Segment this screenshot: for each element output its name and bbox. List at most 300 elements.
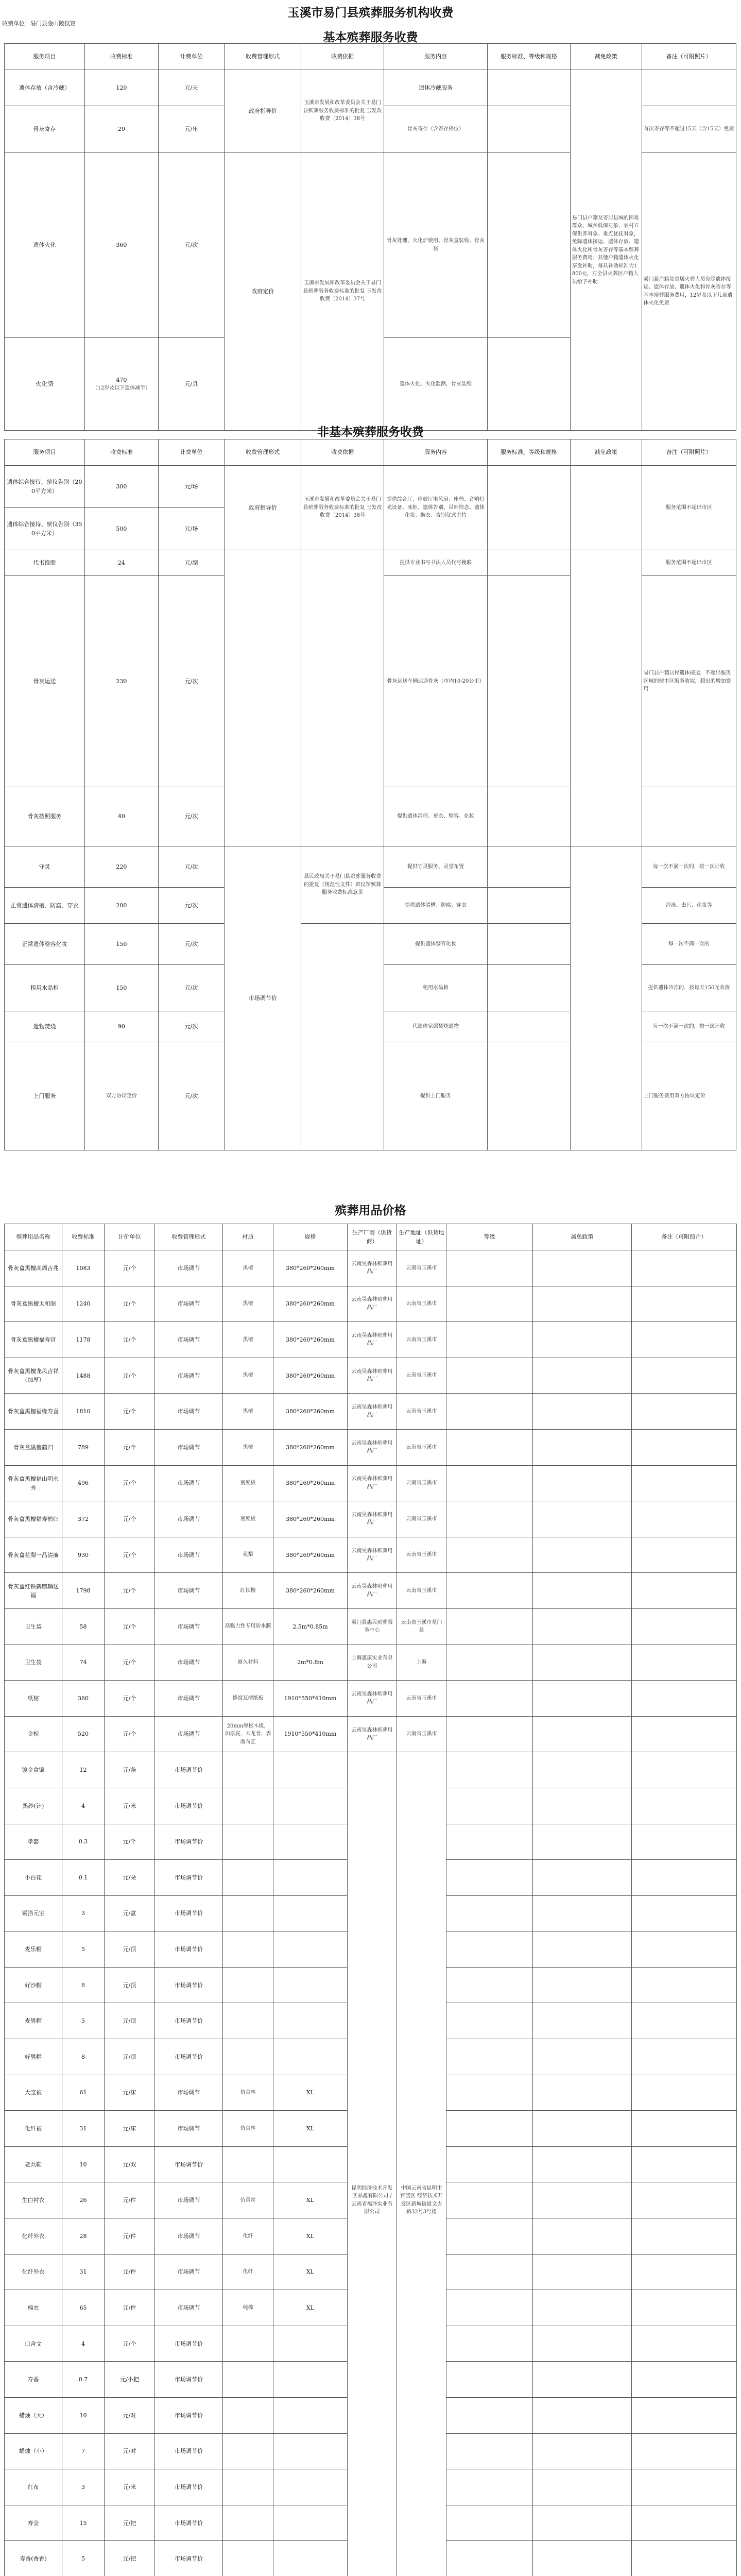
goods-unit: 元/对 (105, 2433, 155, 2469)
goods-remark (632, 2039, 737, 2075)
goods-mgmt: 市场调节价 (155, 1824, 223, 1860)
table-header-row (5, 1224, 737, 1250)
fee-basis: 玉溪市发展和改革委员会关于易门县殡葬服务收费标准的批复 玉发改收费〔2014〕37号 (301, 152, 384, 431)
goods-address: 云南省玉溪市 (397, 1716, 446, 1752)
goods-price: 1240 (62, 1286, 105, 1322)
goods-name: 麦男帽 (5, 2003, 62, 2039)
goods-mgmt: 市场调节 (155, 1608, 223, 1645)
goods-name: 化纤被 (5, 2111, 62, 2147)
goods-material (223, 1788, 273, 1824)
goods-name: 骨灰盒黑檀龙凤吉祥（加厚） (5, 1358, 62, 1394)
service-name: 骨灰按照服务 (5, 787, 85, 846)
service-unit: 元/次 (158, 152, 225, 338)
table-row (5, 70, 736, 106)
goods-material: 黑檀 (223, 1250, 273, 1286)
service-content: 提供遗体清理、更衣、整容、化妆 (384, 787, 488, 846)
goods-relief (533, 1681, 632, 1717)
column-header: 服务标准、等级和规格 (487, 439, 570, 466)
goods-mgmt: 市场调节价 (155, 2469, 223, 2505)
goods-maker: 云南昊森林殡葬用品厂 (348, 1573, 397, 1609)
service-content: 提供遗体清槽、防腐、穿衣 (384, 888, 488, 924)
service-price: 20 (85, 106, 158, 152)
goods-mgmt: 市场调节价 (155, 1895, 223, 1931)
service-content: 提供专业书写书法人员代写挽联 (384, 550, 488, 576)
goods-grade (446, 2218, 533, 2255)
goods-mgmt: 市场调节 (155, 1716, 223, 1752)
goods-material: 化纤 (223, 2218, 273, 2255)
goods-remark (632, 1716, 737, 1752)
goods-relief (533, 1788, 632, 1824)
goods-spec: XL (273, 2182, 348, 2218)
basic-fee-table (4, 43, 736, 431)
goods-material (223, 2146, 273, 2182)
goods-relief (533, 1824, 632, 1860)
table-row (5, 1645, 737, 1681)
table-row (5, 1681, 737, 1717)
goods-mgmt: 市场调节 (155, 2075, 223, 2111)
goods-maker-merged: 昆明经济技术开发区品鑫有限公司 / 云南省福泽实业有限公司 (348, 1752, 397, 2576)
goods-remark (632, 1895, 737, 1931)
goods-price: 28 (62, 2218, 105, 2255)
service-name: 租用水晶棺 (5, 965, 85, 1011)
goods-mgmt: 市场调节价 (155, 1931, 223, 1968)
goods-name: 骨灰盒红铁鹤麒麟送福 (5, 1573, 62, 1609)
goods-price: 58 (62, 1608, 105, 1645)
goods-material (223, 2433, 273, 2469)
goods-material: 化纤 (223, 2254, 273, 2290)
charging-unit: 收费单位：易门县金山陵仪馆 (2, 20, 76, 27)
goods-price: 15 (62, 2505, 105, 2541)
goods-maker: 云南昊森林殡葬用品厂 (348, 1501, 397, 1537)
goods-material: 黑檀 (223, 1394, 273, 1430)
goods-price: 3 (62, 1895, 105, 1931)
remark: 服务范围不超出市区 (642, 466, 736, 550)
goods-address: 云南省玉溪市 (397, 1501, 446, 1537)
goods-maker: 云南昊森林殡葬用品厂 (348, 1250, 397, 1286)
column-header: 规格 (273, 1224, 348, 1250)
service-name: 守灵 (5, 846, 85, 888)
goods-relief (533, 1429, 632, 1465)
goods-unit: 元/朵 (105, 1860, 155, 1896)
service-price: 150 (85, 965, 158, 1011)
mgmt-form: 政府定价 (225, 152, 301, 431)
goods-price: 0.3 (62, 1824, 105, 1860)
goods-maker: 云南昊森林殡葬用品厂 (348, 1394, 397, 1430)
goods-name: 纸棺 (5, 1681, 62, 1717)
goods-relief (533, 2111, 632, 2147)
column-header: 服务项目 (5, 439, 85, 466)
goods-mgmt: 市场调节 (155, 1286, 223, 1322)
goods-spec (273, 2505, 348, 2541)
column-header: 减免政策 (570, 439, 642, 466)
goods-unit: 元/个 (105, 1286, 155, 1322)
goods-grade (446, 2290, 533, 2326)
goods-remark (632, 1501, 737, 1537)
service-name: 代书挽联 (5, 550, 85, 576)
goods-grade (446, 1824, 533, 1860)
goods-material: 耐久材料 (223, 1645, 273, 1681)
goods-unit: 元/顶 (105, 2003, 155, 2039)
goods-material: 仿真丝 (223, 2075, 273, 2111)
remark: 易门县户籍居民遗体接运，不超出服务区域的按市区服务收取，超出的增加费用 (642, 576, 736, 787)
goods-material: 密度板 (223, 1501, 273, 1537)
table-header-row (5, 44, 736, 70)
goods-maker: 云南昊森林殡葬用品厂 (348, 1429, 397, 1465)
goods-name: 蜡烛（大） (5, 2398, 62, 2434)
service-name: 骨灰寄存 (5, 106, 85, 152)
goods-relief (533, 1394, 632, 1430)
service-content: 骨灰处理、火化炉使用、骨灰盒装殓、骨灰袋 (384, 152, 488, 338)
goods-price: 4 (62, 1788, 105, 1824)
goods-grade (446, 1645, 533, 1681)
goods-grade (446, 2398, 533, 2434)
goods-material (223, 1931, 273, 1968)
goods-relief (533, 1537, 632, 1573)
goods-name: 骨灰盒黑檀鹤归 (5, 1429, 62, 1465)
goods-maker: 云南昊森林殡葬用品厂 (348, 1286, 397, 1322)
goods-grade (446, 1250, 533, 1286)
goods-material (223, 2039, 273, 2075)
remark: 易门县户籍及寄居火葬人员免除遗体接运、遗体存放、遗体火化和骨灰寄存等基本殡葬服务费用，12岁及以下儿童遗体火化免费 (642, 152, 736, 431)
remark: 上门服务费用双方协议定价 (642, 1042, 736, 1150)
goods-unit: 元/个 (105, 1537, 155, 1573)
goods-mgmt: 市场调节 (155, 2182, 223, 2218)
column-header: 备注（可附照片） (642, 439, 736, 466)
goods-spec (273, 2469, 348, 2505)
service-price: 230 (85, 576, 158, 787)
goods-relief (533, 1608, 632, 1645)
goods-name: 锡箔元宝 (5, 1895, 62, 1931)
goods-price: 0.7 (62, 2362, 105, 2398)
goods-grade (446, 1895, 533, 1931)
goods-relief (533, 2541, 632, 2576)
goods-material: 高强力性专用防水膜 (223, 1608, 273, 1645)
goods-price: 61 (62, 2075, 105, 2111)
goods-price: 5 (62, 1931, 105, 1968)
goods-mgmt: 市场调节 (155, 2290, 223, 2326)
service-unit: 元/次 (158, 1011, 225, 1042)
remark: 提供遗体冷冻的，按每天150元收费 (642, 965, 736, 1011)
service-price: 120 (85, 70, 158, 106)
goods-address: 云南省玉溪市 (397, 1394, 446, 1430)
column-header: 备注（可附照片） (632, 1224, 737, 1250)
goods-spec: 380*260*260mm (273, 1429, 348, 1465)
goods-unit: 元/把 (105, 2505, 155, 2541)
goods-grade (446, 1322, 533, 1358)
goods-mgmt: 市场调节价 (155, 1752, 223, 1788)
goods-table-body (5, 1250, 737, 2576)
goods-spec (273, 2398, 348, 2434)
goods-grade (446, 1286, 533, 1322)
goods-grade (446, 2111, 533, 2147)
goods-price: 31 (62, 2111, 105, 2147)
goods-relief (533, 1286, 632, 1322)
column-header: 收费标准 (85, 439, 158, 466)
goods-remark (632, 2218, 737, 2255)
goods-material (223, 2505, 273, 2541)
goods-remark (632, 1465, 737, 1501)
goods-remark (632, 2290, 737, 2326)
goods-name: 黑纱(针) (5, 1788, 62, 1824)
goods-spec (273, 1967, 348, 2003)
goods-relief (533, 1322, 632, 1358)
goods-name: 老兵鞋 (5, 2146, 62, 2182)
goods-name: 寿金 (5, 2505, 62, 2541)
goods-relief (533, 1967, 632, 2003)
goods-mgmt: 市场调节 (155, 1573, 223, 1609)
goods-maker: 上海惠康实业有限公司 (348, 1645, 397, 1681)
service-content: 遗体火化、火化监测，骨灰装殓 (384, 338, 488, 431)
goods-unit: 元/个 (105, 1250, 155, 1286)
goods-address-merged: 中国云南省昆明市官渡区 经济技术开发区新城街道文吉路32号3号楼 (397, 1752, 446, 2576)
page-title: 玉溪市易门县殡葬服务机构收费 (287, 6, 454, 20)
goods-relief (533, 2254, 632, 2290)
goods-price: 10 (62, 2146, 105, 2182)
goods-unit: 元/床 (105, 2111, 155, 2147)
goods-remark (632, 1250, 737, 1286)
table-header-row (5, 439, 736, 466)
goods-remark (632, 2111, 737, 2147)
goods-spec (273, 2039, 348, 2075)
goods-relief (533, 1250, 632, 1286)
goods-remark (632, 1608, 737, 1645)
goods-name: 好男帽 (5, 2039, 62, 2075)
goods-spec: 380*260*260mm (273, 1573, 348, 1609)
goods-name: 化纤外衣 (5, 2254, 62, 2290)
column-header: 计费单位 (158, 439, 225, 466)
goods-price: 4 (62, 2326, 105, 2362)
goods-remark (632, 1752, 737, 1788)
goods-unit: 元/对 (105, 2398, 155, 2434)
goods-spec: XL (273, 2218, 348, 2255)
goods-name: 骨灰盒黑檀福寿宫 (5, 1322, 62, 1358)
goods-name: 寿香 (5, 2362, 62, 2398)
goods-relief (533, 1895, 632, 1931)
section-title-goods: 殡葬用品价格 (335, 1204, 406, 1217)
column-header: 收费依据 (301, 439, 384, 466)
goods-name: 蜡烛（小） (5, 2433, 62, 2469)
fee-basis: 玉溪市发展和改革委员会关于易门县殡葬服务收费标准的批复 玉发改收费〔2014〕38号 (301, 70, 384, 152)
goods-mgmt: 市场调节价 (155, 2146, 223, 2182)
goods-price: 74 (62, 1645, 105, 1681)
goods-grade (446, 2326, 533, 2362)
goods-price: 789 (62, 1429, 105, 1465)
goods-name: 寿香(香香) (5, 2541, 62, 2576)
goods-name: 骨灰盒黑檀高周吉兆 (5, 1250, 62, 1286)
goods-grade (446, 2182, 533, 2218)
goods-price-table (4, 1224, 737, 2576)
service-name: 上门服务 (5, 1042, 85, 1150)
goods-mgmt: 市场调节 (155, 1322, 223, 1358)
service-unit: 元/年 (158, 106, 225, 152)
goods-remark (632, 1860, 737, 1896)
goods-unit: 元/个 (105, 1608, 155, 1645)
service-content: 提供遗体整容化妆 (384, 924, 488, 965)
goods-price: 1178 (62, 1322, 105, 1358)
goods-mgmt: 市场调节价 (155, 2505, 223, 2541)
goods-material: 花梨 (223, 1537, 273, 1573)
goods-mgmt: 市场调节 (155, 2111, 223, 2147)
goods-price: 65 (62, 2290, 105, 2326)
goods-price: 8 (62, 2039, 105, 2075)
goods-spec (273, 2326, 348, 2362)
goods-spec (273, 2541, 348, 2576)
goods-material (223, 2469, 273, 2505)
goods-address: 云南省玉溪市 (397, 1322, 446, 1358)
goods-relief (533, 2290, 632, 2326)
fee-basis: 玉溪市发展和改革委员会关于易门县殡葬服务收费标准的批复 玉发改收费〔2014〕38号 (301, 466, 384, 550)
goods-name: 卫生袋 (5, 1608, 62, 1645)
column-header: 收费标准 (85, 44, 158, 70)
goods-unit: 元/个 (105, 1394, 155, 1430)
goods-material: 20mm厚松木板，加厚底，木龙骨，表面布艺 (223, 1716, 273, 1752)
goods-spec: 380*260*260mm (273, 1250, 348, 1286)
goods-spec: 2m*0.8m (273, 1645, 348, 1681)
goods-price: 0.1 (62, 1860, 105, 1896)
goods-mgmt: 市场调节价 (155, 2433, 223, 2469)
goods-price: 1798 (62, 1573, 105, 1609)
service-unit: 元/次 (158, 787, 225, 846)
service-unit: 元/副 (158, 550, 225, 576)
goods-material: 纯棉 (223, 2290, 273, 2326)
service-name: 火化费 (5, 338, 85, 431)
goods-name: 骨灰盒黑檀福缘寿喜 (5, 1394, 62, 1430)
goods-grade (446, 1501, 533, 1537)
service-content: 遗体冷藏服务 (384, 70, 488, 106)
goods-relief (533, 1573, 632, 1609)
remark: 每一次不满一次的，按一次计收 (642, 846, 736, 888)
goods-remark (632, 1681, 737, 1717)
goods-grade (446, 2075, 533, 2111)
column-header: 计价单位 (105, 1224, 155, 1250)
table-row (5, 466, 736, 508)
goods-material: 红铁檀 (223, 1573, 273, 1609)
service-price: 200 (85, 888, 158, 924)
goods-maker: 云南昊森林殡葬用品厂 (348, 1681, 397, 1717)
goods-remark (632, 2182, 737, 2218)
remark: 每一次不满一次的 (642, 924, 736, 965)
remark: 冷冻、去污、化妆等 (642, 888, 736, 924)
service-unit: 元/天 (158, 70, 225, 106)
goods-price: 12 (62, 1752, 105, 1788)
goods-price: 26 (62, 2182, 105, 2218)
goods-relief (533, 1465, 632, 1501)
goods-relief (533, 2326, 632, 2362)
goods-unit: 元/条 (105, 1752, 155, 1788)
goods-maker: 云南昊森林殡葬用品厂 (348, 1465, 397, 1501)
goods-relief (533, 1358, 632, 1394)
service-name: 骨灰运送 (5, 576, 85, 787)
goods-mgmt: 市场调节价 (155, 2003, 223, 2039)
goods-material: 黑檀 (223, 1322, 273, 1358)
goods-material: 黑檀 (223, 1286, 273, 1322)
service-unit: 元/次 (158, 846, 225, 888)
goods-remark (632, 1358, 737, 1394)
service-content: 代遗体家属焚烧遗物 (384, 1011, 488, 1042)
goods-unit: 元/个 (105, 1716, 155, 1752)
goods-mgmt: 市场调节 (155, 1250, 223, 1286)
goods-price: 930 (62, 1537, 105, 1573)
goods-mgmt: 市场调节价 (155, 2039, 223, 2075)
service-name: 遗体综合接待、殡仪告别（200平方米） (5, 466, 85, 508)
goods-name: 卫生袋 (5, 1645, 62, 1681)
service-price: 470 （12岁及以下遗体减半） (85, 338, 158, 431)
goods-grade (446, 2254, 533, 2290)
goods-remark (632, 1573, 737, 1609)
service-unit: 元/具 (158, 338, 225, 431)
goods-remark (632, 1429, 737, 1465)
goods-relief (533, 2003, 632, 2039)
goods-material (223, 1824, 273, 1860)
goods-grade (446, 2039, 533, 2075)
goods-remark (632, 2254, 737, 2290)
goods-grade (446, 2003, 533, 2039)
goods-spec: XL (273, 2254, 348, 2290)
goods-address: 云南省玉溪市 (397, 1537, 446, 1573)
service-price: 360 (85, 152, 158, 338)
goods-remark (632, 2075, 737, 2111)
goods-unit: 元/个 (105, 1501, 155, 1537)
goods-grade (446, 1537, 533, 1573)
service-name: 遗体综合接待、殡仪告别（350平方米） (5, 508, 85, 550)
goods-address: 云南省玉溪市 (397, 1429, 446, 1465)
table-row (5, 550, 736, 576)
goods-name: 镀金盒锦 (5, 1752, 62, 1788)
goods-mgmt: 市场调节 (155, 1429, 223, 1465)
goods-unit: 元/个 (105, 1358, 155, 1394)
mgmt-form: 市场调节价 (225, 846, 301, 1150)
goods-mgmt: 市场调节价 (155, 2398, 223, 2434)
service-unit: 元/场 (158, 466, 225, 508)
table-row (5, 1716, 737, 1752)
goods-relief (533, 1501, 632, 1537)
goods-spec: 380*260*260mm (273, 1322, 348, 1358)
service-unit: 元/次 (158, 924, 225, 965)
table-row (5, 1394, 737, 1430)
goods-relief (533, 2075, 632, 2111)
service-content: 骨灰寄存（含寄存格位） (384, 106, 488, 152)
goods-maker: 云南昊森林殡葬用品厂 (348, 1358, 397, 1394)
goods-grade (446, 1931, 533, 1968)
goods-name: 红布 (5, 2469, 62, 2505)
table-row (5, 1537, 737, 1573)
goods-price: 31 (62, 2254, 105, 2290)
goods-address: 云南省玉溪市 (397, 1465, 446, 1501)
goods-material (223, 1860, 273, 1896)
goods-relief (533, 1860, 632, 1896)
column-header: 计费单位 (158, 44, 225, 70)
goods-unit: 元/床 (105, 2075, 155, 2111)
goods-unit: 元/把 (105, 2541, 155, 2576)
goods-mgmt: 市场调节 (155, 2254, 223, 2290)
goods-mgmt: 市场调节 (155, 2218, 223, 2255)
service-price: 300 (85, 466, 158, 508)
goods-grade (446, 2146, 533, 2182)
goods-price: 496 (62, 1465, 105, 1501)
goods-remark (632, 1824, 737, 1860)
goods-address: 云南省玉溪市 (397, 1573, 446, 1609)
goods-mgmt: 市场调节价 (155, 2541, 223, 2576)
column-header: 材质 (223, 1224, 273, 1250)
service-price: 90 (85, 1011, 158, 1042)
service-unit: 元/场 (158, 508, 225, 550)
goods-material (223, 2398, 273, 2434)
goods-remark (632, 1931, 737, 1968)
goods-price: 5 (62, 2541, 105, 2576)
table-row (5, 1752, 737, 1788)
goods-maker: 云南昊森林殡葬用品厂 (348, 1716, 397, 1752)
goods-mgmt: 市场调节价 (155, 2362, 223, 2398)
